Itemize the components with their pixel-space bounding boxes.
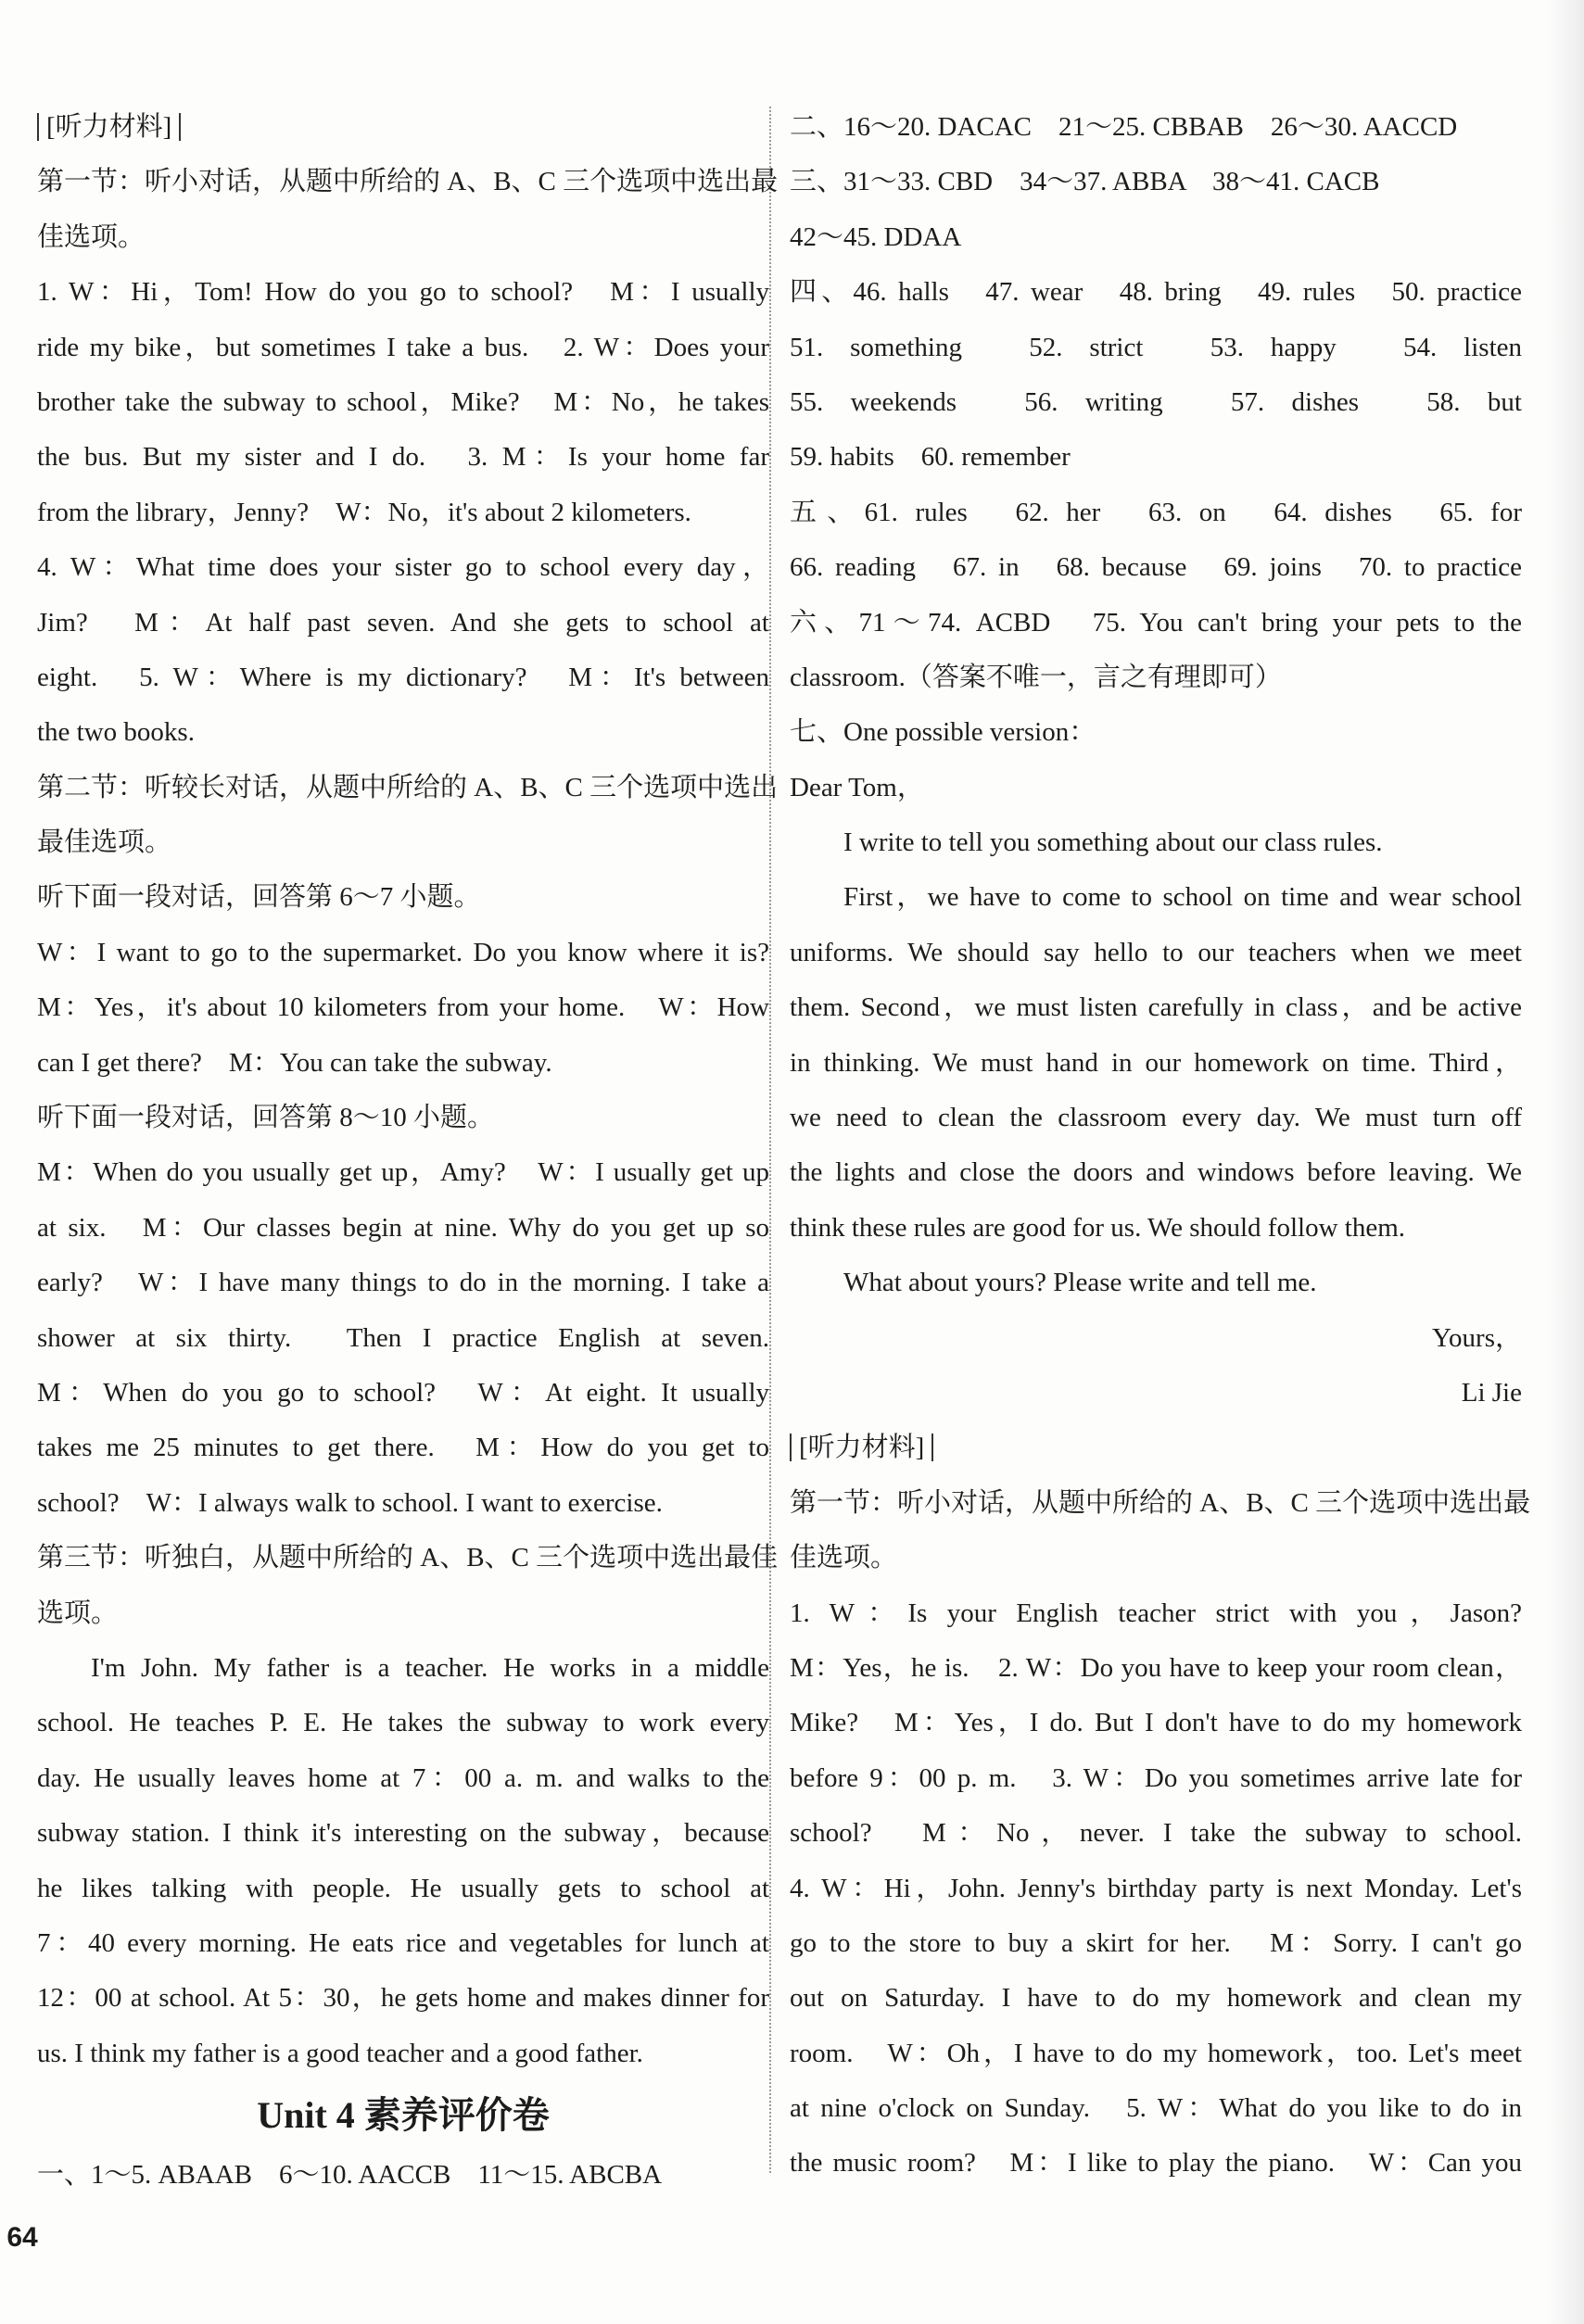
- line-text: M：When do you usually get up，Amy? W：I usually get up: [37, 1157, 769, 1188]
- text-line: [37, 540, 769, 595]
- line-text: he likes talking with people. He usually gets to school at: [37, 1873, 769, 1903]
- line-text: 最佳选项。: [37, 827, 172, 858]
- text-line: [790, 1256, 1522, 1310]
- text-line: [790, 1916, 1522, 1971]
- line-text: 选项。: [37, 1598, 119, 1628]
- line-text: What about yours? Please write and tell me.: [843, 1268, 1317, 1298]
- text-line: [37, 1145, 769, 1200]
- text-line: [790, 650, 1522, 705]
- line-text: 四、46. halls 47. wear 48. bring 49. rules 50. practice: [790, 277, 1522, 308]
- line-text: 51. something 52. strict 53. happy 54. listen: [790, 332, 1522, 362]
- text-line: [790, 596, 1522, 650]
- line-text: 五、61. rules 62. her 63. on 64. dishes 65. for: [790, 497, 1522, 527]
- line-text: 4. W：Hi，John. Jenny's birthday party is next Monday. Let's: [790, 1873, 1522, 1903]
- text-line: [790, 265, 1522, 320]
- line-text: go to the store to buy a skirt for her. M：Sorry. I can't go: [790, 1927, 1522, 1958]
- text-line: [37, 650, 769, 705]
- line-text: 七、One possible version：: [790, 717, 1096, 748]
- text-line: [790, 1862, 1522, 1916]
- text-line: [790, 1641, 1522, 1696]
- line-text: school? M：No，never. I take the subway to school.: [790, 1818, 1522, 1849]
- line-text: 听下面一段对话，回答第 6～7 小题。: [37, 882, 481, 913]
- text-line: [790, 2081, 1522, 2136]
- text-line: [37, 1862, 769, 1916]
- text-line: [790, 926, 1522, 980]
- unit-title: Unit 4 素养评价卷: [257, 2094, 550, 2137]
- answer-line: 一、1～5. ABAAB 6～10. AACCB 11～15. ABCBA: [37, 2160, 663, 2191]
- line-text: I write to tell you something about our class rules.: [843, 827, 1383, 858]
- text-line: [790, 2136, 1522, 2191]
- text-line: [37, 870, 769, 925]
- line-text: them. Second，we must listen carefully in class，and be active: [790, 992, 1522, 1023]
- text-line: [37, 1916, 769, 1971]
- scan-edge: [1547, 0, 1584, 2324]
- line-text: shower at six thirty. Then I practice English at seven.: [37, 1322, 769, 1353]
- line-text: 第一节：听小对话，从题中所给的 A、B、C 三个选项中选出最: [37, 167, 779, 197]
- line-text: think these rules are good for us. We should follow them.: [790, 1212, 1406, 1243]
- text-line: [790, 486, 1522, 540]
- text-line: [790, 1531, 1522, 1585]
- line-text: 六、71～74. ACBD 75. You can't bring your pets to the: [790, 607, 1522, 638]
- line-text: Li Jie: [1461, 1377, 1522, 1408]
- text-line: [37, 486, 769, 540]
- line-text: out on Saturday. I have to do my homework and clean my: [790, 1983, 1522, 2014]
- text-line: [790, 321, 1522, 375]
- text-line: [790, 870, 1522, 925]
- line-text: 59. habits 60. remember: [790, 442, 1071, 473]
- line-text: the music room? M：I like to play the piano. W：Can you: [790, 2148, 1522, 2179]
- line-text: day. He usually leaves home at 7：00 a. m. and walks to the: [37, 1762, 769, 1793]
- line-text: 三、31～33. CBD 34～37. ABBA 38～41. CACB: [790, 167, 1380, 197]
- text-line: [37, 265, 769, 320]
- line-text: school. He teaches P. E. He takes the subway to work every: [37, 1708, 769, 1738]
- line-text: the two books.: [37, 717, 195, 748]
- line-text: 听下面一段对话，回答第 8～10 小题。: [37, 1103, 495, 1133]
- section-tag: [37, 100, 769, 155]
- line-text: brother take the subway to school，Mike? M：No，he takes: [37, 386, 769, 417]
- line-text: 1. W：Hi，Tom! How do you go to school? M：I usually: [37, 277, 769, 308]
- line-text: can I get there? M：You can take the subway.: [37, 1047, 552, 1078]
- line-text: 佳选项。: [790, 1543, 898, 1573]
- text-line: [790, 540, 1522, 595]
- line-text: First，we have to come to school on time and wear school: [843, 882, 1522, 913]
- line-text: Mike? M：Yes，I do. But I don't have to do my homework: [790, 1708, 1522, 1738]
- line-text: subway station. I think it's interesting on the subway，because: [37, 1818, 769, 1849]
- line-text: W：I want to go to the supermarket. Do you know where it is?: [37, 937, 769, 967]
- column-divider: [769, 107, 771, 2173]
- line-text: room. W：Oh，I have to do my homework，too. Let's meet: [790, 2038, 1522, 2068]
- text-line: [37, 980, 769, 1035]
- text-line: [790, 815, 1522, 870]
- text-line: [37, 1256, 769, 1310]
- left-column: [37, 100, 779, 2203]
- text-line: [37, 375, 769, 430]
- text-line: [37, 1641, 769, 1696]
- text-line: [790, 1311, 1522, 1366]
- line-text: the bus. But my sister and I do. 3. M：Is your home far: [37, 442, 769, 473]
- text-line: [37, 1806, 769, 1861]
- line-text: 12：00 at school. At 5：30，he gets home and makes dinner for: [37, 1983, 769, 2014]
- text-line: [790, 2027, 1522, 2081]
- line-text: Jim? M：At half past seven. And she gets to school at: [37, 607, 769, 638]
- text-line: [790, 1091, 1522, 1145]
- line-text: 42～45. DDAA: [790, 221, 962, 252]
- text-line: [37, 430, 769, 485]
- line-text: Yours，: [1432, 1322, 1522, 1353]
- line-text: 二、16～20. DACAC 21～25. CBBAB 26～30. AACCD: [790, 112, 1458, 142]
- text-line: [790, 705, 1522, 760]
- text-line: [790, 761, 1522, 815]
- text-line: [790, 100, 1522, 155]
- text-line: [37, 1421, 769, 1475]
- line-text: 7：40 every morning. He eats rice and vegetables for lunch at: [37, 1927, 769, 1958]
- text-line: [37, 761, 779, 815]
- line-text: school? W：I always walk to school. I want to exercise.: [37, 1487, 663, 1518]
- text-line: [790, 1476, 1531, 1531]
- text-line: [37, 321, 769, 375]
- text-line: [37, 1971, 769, 2026]
- line-text: M：Yes，it's about 10 kilometers from your home. W：How: [37, 992, 769, 1023]
- text-line: [37, 1751, 769, 1806]
- text-line: [37, 2027, 769, 2081]
- text-line: [790, 1696, 1522, 1750]
- line-text: at nine o'clock on Sunday. 5. W：What do you like to do in: [790, 2093, 1522, 2124]
- line-text: early? W：I have many things to do in the morning. I take a: [37, 1268, 769, 1298]
- line-text: 55. weekends 56. writing 57. dishes 58. but: [790, 386, 1522, 417]
- text-line: [790, 1586, 1522, 1641]
- text-line: [37, 210, 769, 265]
- text-line: [37, 1476, 769, 1531]
- line-text: 4. W：What time does your sister go to school every day，: [37, 552, 769, 583]
- line-text: in thinking. We must hand in our homework on time. Third，: [790, 1047, 1522, 1078]
- line-text: uniforms. We should say hello to our teachers when we meet: [790, 937, 1522, 967]
- line-text: Dear Tom，: [790, 772, 924, 802]
- line-text: 第二节：听较长对话，从题中所给的 A、B、C 三个选项中选出: [37, 772, 779, 802]
- line-text: 第三节：听独白，从题中所给的 A、B、C 三个选项中选出最佳: [37, 1543, 779, 1573]
- line-text: 佳选项。: [37, 221, 146, 252]
- text-line: [790, 1366, 1522, 1421]
- line-text: from the library，Jenny? W：No，it's about 2 kilometers.: [37, 497, 691, 527]
- text-line: [37, 1366, 769, 1421]
- text-line: [37, 155, 779, 209]
- text-line: [37, 596, 769, 650]
- text-line: [37, 1586, 769, 1641]
- line-text: classroom.（答案不唯一，言之有理即可）: [790, 662, 1282, 692]
- text-line: [37, 1311, 769, 1366]
- right-column: [790, 100, 1531, 2191]
- text-line: [37, 1091, 769, 1145]
- line-text: [听力材料]: [790, 1434, 933, 1461]
- text-line: [790, 1806, 1522, 1861]
- text-line: [790, 1751, 1522, 1806]
- line-text: we need to clean the classroom every day. We must turn off: [790, 1103, 1522, 1133]
- text-line: [790, 430, 1522, 485]
- line-text: ride my bike，but sometimes I take a bus. 2. W：Does your: [37, 332, 769, 362]
- section-tag: [790, 1421, 1522, 1475]
- line-text: 66. reading 67. in 68. because 69. joins 70. to practice: [790, 552, 1522, 583]
- line-text: M：When do you go to school? W：At eight. It usually: [37, 1377, 769, 1408]
- text-line: [37, 1036, 769, 1091]
- line-text: M：Yes，he is. 2. W：Do you have to keep your room clean，: [790, 1652, 1522, 1683]
- line-text: 第一节：听小对话，从题中所给的 A、B、C 三个选项中选出最: [790, 1487, 1531, 1518]
- text-line: [790, 1971, 1522, 2026]
- text-line: [37, 705, 769, 760]
- text-line: [790, 1036, 1522, 1091]
- text-line: [37, 815, 769, 870]
- line-text: I'm John. My father is a teacher. He works in a middle: [91, 1652, 769, 1683]
- text-line: [37, 1696, 769, 1750]
- text-line: [37, 1531, 779, 1585]
- text-line: [37, 1201, 769, 1256]
- text-line: [790, 155, 1522, 209]
- line-text: at six. M：Our classes begin at nine. Why do you get up so: [37, 1212, 769, 1243]
- line-text: takes me 25 minutes to get there. M：How do you get to: [37, 1433, 769, 1463]
- text-line: [790, 1145, 1522, 1200]
- line-text: the lights and close the doors and windows before leaving. We: [790, 1157, 1522, 1188]
- text-line: [37, 926, 769, 980]
- line-text: [听力材料]: [37, 113, 181, 141]
- line-text: before 9：00 p. m. 3. W：Do you sometimes arrive late for: [790, 1762, 1522, 1793]
- line-text: eight. 5. W：Where is my dictionary? M：It's between: [37, 662, 769, 692]
- line-text: 1. W：Is your English teacher strict with you，Jason?: [790, 1598, 1522, 1628]
- line-text: us. I think my father is a good teacher and a good father.: [37, 2038, 643, 2068]
- text-line: [790, 1201, 1522, 1256]
- text-line: [790, 375, 1522, 430]
- page-number: 64: [6, 2222, 38, 2253]
- text-line: [790, 210, 1522, 265]
- text-line: [790, 980, 1522, 1035]
